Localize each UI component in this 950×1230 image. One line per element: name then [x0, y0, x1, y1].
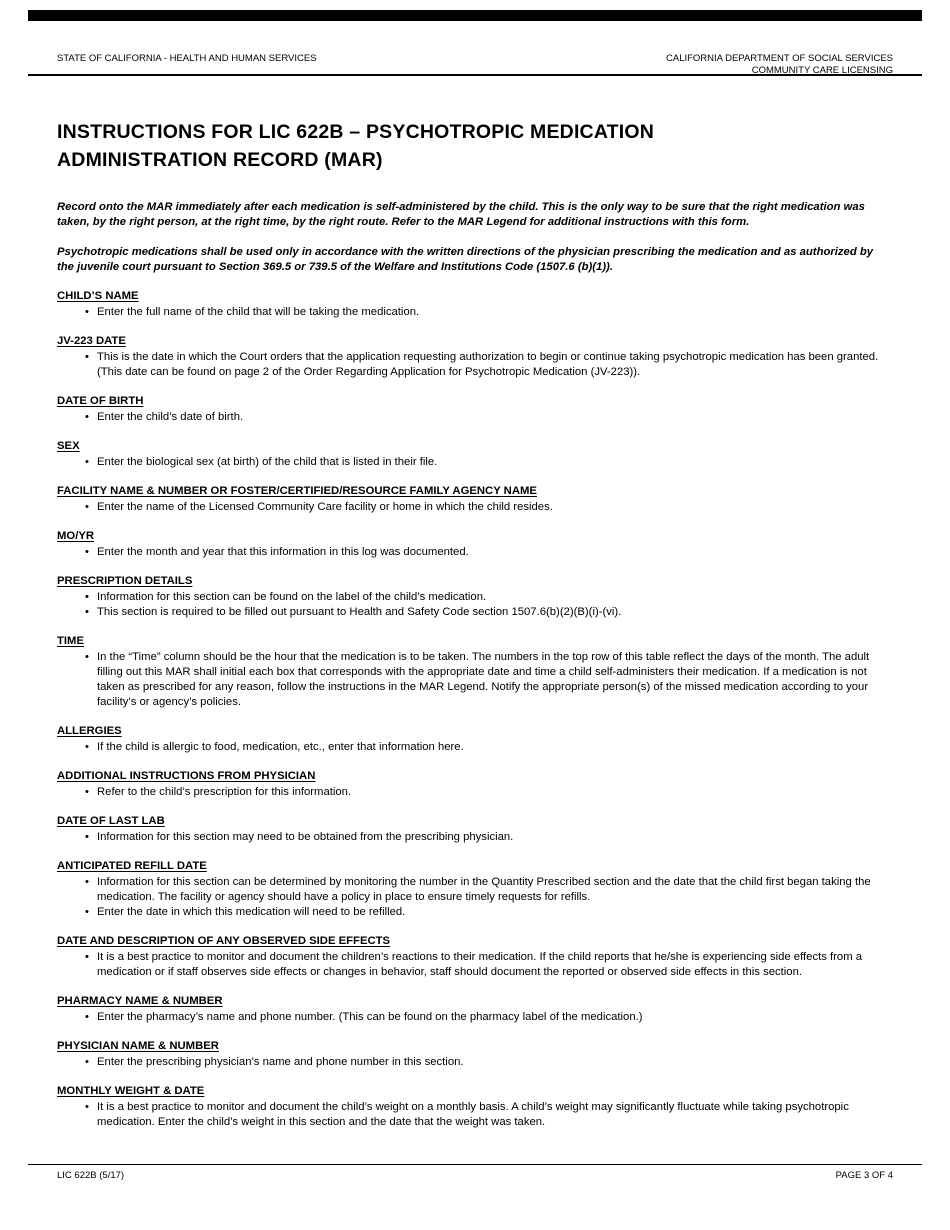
header-agency-right — [666, 53, 893, 76]
bullet-list — [57, 545, 893, 560]
bullet-list — [57, 1100, 893, 1130]
bullet-list — [57, 740, 893, 755]
section-heading: TIME — [57, 635, 84, 647]
section-heading: PHARMACY NAME & NUMBER — [57, 995, 223, 1007]
page-header — [57, 53, 893, 76]
bullet-item: • Enter the child’s date of birth. — [97, 410, 893, 425]
bullet-list — [57, 500, 893, 515]
bullet-item: • Enter the biological sex (at birth) of the child that is listed in their file. — [97, 455, 893, 470]
section-heading: DATE OF BIRTH — [57, 395, 144, 407]
instruction-section — [57, 394, 893, 425]
bullet-item: • Information for this section can be determined by monitoring the number in the Quantity Prescribed section and the date that the child first began taking the medication. The facility or agency should have a policy in place to ensure timely requests for refills. — [97, 875, 893, 905]
instruction-section — [57, 994, 893, 1025]
bullet-item: • It is a best practice to monitor and document the children’s reactions to their medication. If the child reports that he/she is experiencing side effects from a medication or if staff observes side effects or changes in behavior, staff should document the reported or observed side effects in this section. — [97, 950, 893, 980]
bullet-item: • Enter the full name of the child that will be taking the medication. — [97, 305, 893, 320]
bullet-list — [57, 305, 893, 320]
bullet-item: • Information for this section can be found on the label of the child’s medication. — [97, 590, 893, 605]
bullet-list — [57, 410, 893, 425]
section-heading: DATE OF LAST LAB — [57, 815, 165, 827]
section-heading: CHILD’S NAME — [57, 290, 139, 302]
document-content — [57, 118, 893, 1130]
instruction-section — [57, 634, 893, 710]
bullet-list — [57, 455, 893, 470]
section-heading: ANTICIPATED REFILL DATE — [57, 860, 207, 872]
header-rule — [28, 74, 922, 76]
bullet-item: • It is a best practice to monitor and document the child’s weight on a monthly basis. A child’s weight may significantly fluctuate while taking psychotropic medication. Enter the child’s weight in this section and the date that the weight was taken. — [97, 1100, 893, 1130]
section-heading: SEX — [57, 440, 80, 452]
section-heading: ADDITIONAL INSTRUCTIONS FROM PHYSICIAN — [57, 770, 316, 782]
bullet-item: • Enter the date in which this medication will need to be refilled. — [97, 905, 893, 920]
instruction-section — [57, 1039, 893, 1070]
sections-container — [57, 289, 893, 1130]
intro-paragraph-1: Record onto the MAR immediately after each medication is self-administered by the child. This is the only way to be sure that the right medication was taken, by the right person, at the right time, by the right route. Refer to the MAR Legend for additional instructions with this form. — [57, 201, 865, 228]
instruction-section — [57, 1084, 893, 1130]
bullet-item: • Enter the month and year that this information in this log was documented. — [97, 545, 893, 560]
bullet-item: • Enter the pharmacy’s name and phone number. (This can be found on the pharmacy label of the medication.) — [97, 1010, 893, 1025]
page-title-line2: ADMINISTRATION RECORD (MAR) — [57, 149, 383, 171]
section-heading: MONTHLY WEIGHT & DATE — [57, 1085, 205, 1097]
header-division: COMMUNITY CARE LICENSING — [751, 64, 893, 76]
bullet-item: • If the child is allergic to food, medication, etc., enter that information here. — [97, 740, 893, 755]
bullet-list — [57, 950, 893, 980]
instruction-section — [57, 724, 893, 755]
top-bar — [28, 10, 922, 21]
bullet-list — [57, 875, 893, 920]
footer-rule — [28, 1164, 922, 1165]
section-heading: DATE AND DESCRIPTION OF ANY OBSERVED SIDE EFFECTS — [57, 935, 391, 947]
instruction-section — [57, 439, 893, 470]
instruction-section — [57, 289, 893, 320]
instruction-section — [57, 334, 893, 380]
bullet-list — [57, 1010, 893, 1025]
bullet-list — [57, 590, 893, 620]
instruction-section — [57, 814, 893, 845]
instruction-section — [57, 574, 893, 620]
footer-page-number: PAGE 3 OF 4 — [835, 1170, 893, 1181]
section-heading: PHYSICIAN NAME & NUMBER — [57, 1040, 219, 1052]
instruction-section — [57, 529, 893, 560]
footer-form-number: LIC 622B (5/17) — [57, 1170, 125, 1181]
bullet-list — [57, 830, 893, 845]
page-title — [57, 118, 893, 174]
instruction-section — [57, 484, 893, 515]
bullet-item: • This section is required to be filled out pursuant to Health and Safety Code section 1507.6(b)(2)(B)(i)-(vi). — [97, 605, 893, 620]
intro-paragraphs — [57, 200, 893, 275]
header-department: CALIFORNIA DEPARTMENT OF SOCIAL SERVICES — [666, 53, 893, 64]
section-heading: ALLERGIES — [57, 725, 122, 737]
section-heading: FACILITY NAME & NUMBER OR FOSTER/CERTIFIED/RESOURCE FAMILY AGENCY NAME — [57, 485, 537, 497]
bullet-item: • This is the date in which the Court orders that the application requesting authorization to begin or continue taking psychotropic medication has been granted. (This date can be found on page 2 of the Order Regarding Application for Psychotropic Medication (JV-223)). — [97, 350, 893, 380]
section-heading: JV-223 DATE — [57, 335, 126, 347]
bullet-list — [57, 1055, 893, 1070]
instruction-section — [57, 769, 893, 800]
bullet-item: • Information for this section may need to be obtained from the prescribing physician. — [97, 830, 893, 845]
bullet-item: • Enter the name of the Licensed Community Care facility or home in which the child resides. — [97, 500, 893, 515]
section-heading: PRESCRIPTION DETAILS — [57, 575, 193, 587]
bullet-item: • Enter the prescribing physician’s name and phone number in this section. — [97, 1055, 893, 1070]
instruction-section — [57, 859, 893, 920]
bullet-item: • Refer to the child’s prescription for this information. — [97, 785, 893, 800]
section-heading: MO/YR — [57, 530, 95, 542]
page-footer — [57, 1170, 893, 1182]
intro-paragraph-2: Psychotropic medications shall be used only in accordance with the written directions of the physician prescribing the medication and as authorized by the juvenile court pursuant to Section 369.5 or 739.5 of the Welfare and Institutions Code (1507.6 (b)(1)). — [57, 246, 874, 273]
bullet-list — [57, 785, 893, 800]
page-title-line1: INSTRUCTIONS FOR LIC 622B – PSYCHOTROPIC MEDICATION — [57, 121, 655, 143]
header-agency-left: STATE OF CALIFORNIA - HEALTH AND HUMAN SERVICES — [57, 53, 317, 64]
instruction-section — [57, 934, 893, 980]
bullet-list — [57, 650, 893, 710]
bullet-list — [57, 350, 893, 380]
bullet-item: • In the “Time” column should be the hour that the medication is to be taken. The numbers in the top row of this table reflect the days of the month. The adult filling out this MAR shall initial each box that corresponds with the appropriate date and time a child self-administers their medication. If a medication is not taken as prescribed for any reason, follow the instructions in the MAR Legend. Notify the appropriate person(s) of the missed medication according to your facility’s or agency’s policies. — [97, 650, 893, 710]
